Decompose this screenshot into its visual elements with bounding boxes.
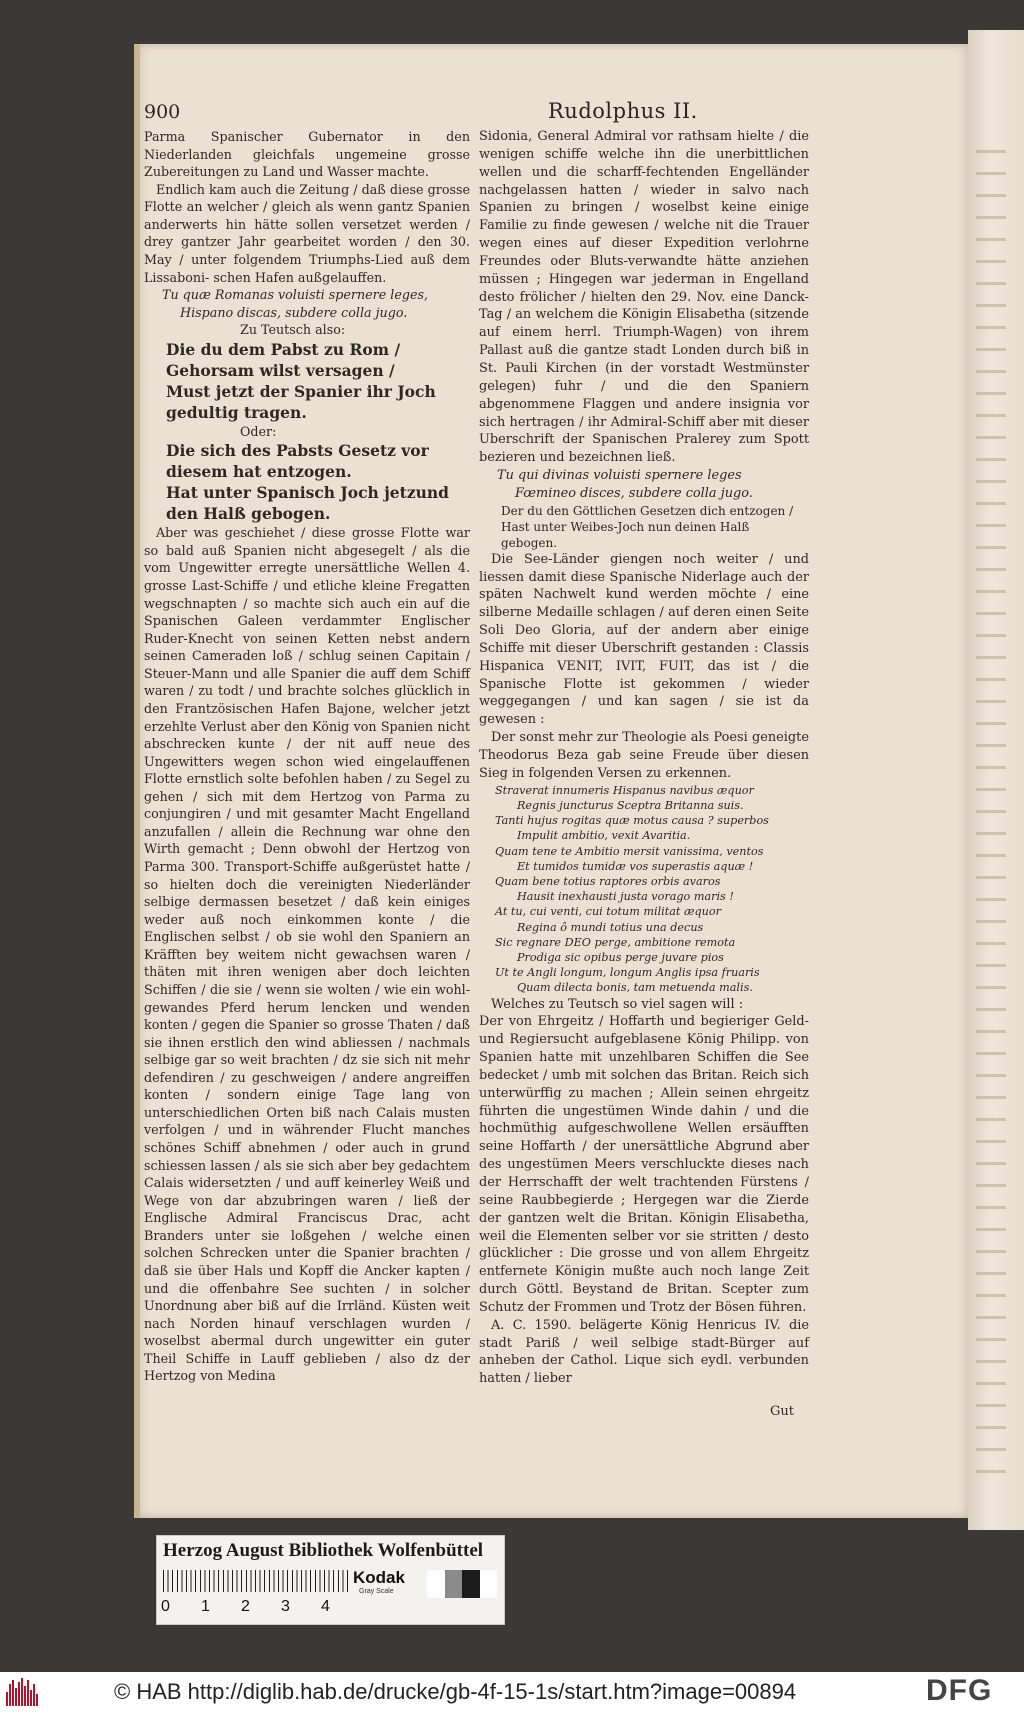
ghost-text-line <box>976 832 1006 835</box>
ghost-text-line <box>976 678 1006 681</box>
source-url-link[interactable]: © HAB http://diglib.hab.de/drucke/gb-4f-15-1s/start.htm?image=00894 <box>114 1679 797 1704</box>
page-edge <box>134 44 140 1518</box>
ghost-text-line <box>976 1448 1006 1451</box>
poem-line: Sic regnare DEO perge, ambitione remota <box>495 935 736 949</box>
big-line: Die sich des Pabsts Gesetz vor diesem hat entzogen. <box>166 441 429 482</box>
gray-blocks <box>427 1570 497 1598</box>
ghost-text-line <box>976 238 1006 241</box>
ghost-text-line <box>976 370 1006 373</box>
ghost-text-line <box>976 194 1006 197</box>
ghost-text-line <box>976 458 1006 461</box>
small-line: Hast unter Weibes-Joch nun deinen Halß gebogen. <box>501 519 750 550</box>
ghost-text-line <box>976 964 1006 967</box>
ghost-text-line <box>976 1360 1006 1363</box>
scale-number: 2 <box>241 1598 250 1615</box>
poem-line: At tu, cui venti, cui totum militat æquor <box>495 905 721 919</box>
latin-poem <box>479 783 809 996</box>
poem-line: Tanti hujus rogitas quæ motus causa ? superbos <box>495 814 769 828</box>
scale-number: 1 <box>201 1598 210 1615</box>
ghost-text-line <box>976 876 1006 879</box>
ghost-text-line <box>976 326 1006 329</box>
ghost-text-line <box>976 920 1006 923</box>
ghost-text-line <box>976 1118 1006 1121</box>
ghost-text-line <box>976 436 1006 439</box>
paragraph: Parma Spanischer Gubernator in den Niederlanden gleichfals ungemeine grosse Zubereitungen zu Land und Wasser machte. <box>144 129 470 180</box>
ghost-text-line <box>976 810 1006 813</box>
big-line: Die du dem Pabst zu Rom / Gehorsam wilst versagen / <box>166 339 401 380</box>
paragraph: Aber was geschiehet / diese grosse Flotte war so bald auß Spanien nicht abgesegelt / als die vom Ungewitter erregte unersättliche Wellen 4. grosse Last-Schiffe / und etliche kleine Fregatten wegschnapten / so machte sich auch ein auf die Spanischen Galeen verdammter Englischer Ruder-Knecht von seinen Ketten nebst andern seinen Cameraden loß / schlug seinen Capitain / Steuer-Mann und alle Spanier die auff dem Schiff waren / zu todt / und brachte solches glücklich in den Frantzösischen Hafen Bajone, welcher jetzt erzehlte Verlust aber den König von Spanien nicht abschrecken kunte / der nit auff neue des Ungewitters wegen schon wied eingelauffenen Flotte ernstlich solte befohlen haben / zu Segel zu gehen / sich mit dem Hertzog von Parma zu conjungiren / und mit gesamter Macht Engelland anzufallen / allein die Rechnung war ohne den Wirth gemacht ; Denn obwohl der Hertzog von Parma 300. Transport-Schiffe außgerüstet hatte / so hielten doch die vereinigten Niederländer selbige dermassen besetzet / daß kein einiges weder auß noch einkommen konte / die Englischen selbst / ob sie wohl den Spaniern an Kräfften bey weitem nicht gewachsen waren / thäten mit ihren wenigen aber doch leichten Schiffen / die sie / wenn sie wolten / wie ein wohl-gewandes Pferd herum lencken und wenden konten / gegen die Spanier so grosse Thaten / daß sie ihnen erstlich den wind abliessen / nachmals selbige gar so weit brachten / dz sie sich nit mehr defendiren / zu geschweigen / andere angreiffen konten / sondern einige Tage lang von unterschiedlichen Orten biß nach Calais musten verfolgen / und in währender Flucht manches schönes Schiff abnehmen / oder auch in grund schiessen lassen / als sie sich aber bey gedachtem Calais widersetzten / und auff keinerley Weiß und Wege von dar abzubringen waren / ließ der Englische Admiral Franciscus Drac, acht Branders unter sie loßgehen / welche einen solchen Schrecken unter die Spanier brachten / daß sie über Hals und Kopff die Ancker kapten / und die offenbahre See suchten / in solcher Unordnung aber biß auf die Irrländ. Küsten weit nach Norden hinauf verschlagen wurden / woselbst abermal durch ungewitter ein guter Theil Schiffe in Lauff geblieben / also dz der Hertzog von Medina <box>144 525 470 1384</box>
ghost-text-line <box>976 568 1006 571</box>
ghost-text-line <box>976 898 1006 901</box>
poem-line: Regina ô mundi totius una decus <box>517 920 704 934</box>
kodak-brand: Kodak <box>353 1568 405 1587</box>
ghost-text-line <box>976 590 1006 593</box>
library-name: Herzog August Bibliothek Wolfenbüttel <box>163 1540 484 1561</box>
ghost-text-line <box>976 1096 1006 1099</box>
scale-number: 3 <box>281 1598 290 1615</box>
running-head <box>0 99 1024 125</box>
ghost-text-line <box>976 1404 1006 1407</box>
poem-line: Regnis juncturus Sceptra Britanna suis. <box>517 798 744 812</box>
poem-line: Ut te Angli longum, longum Anglis ipsa fruaris <box>495 966 760 980</box>
ghost-text-line <box>976 1008 1006 1011</box>
ghost-text-line <box>976 348 1006 351</box>
poem-line: Quam bene totius raptores orbis avaros <box>495 874 721 888</box>
paragraph: Welches zu Teutsch so viel sagen will : <box>491 996 744 1012</box>
ghost-text-line <box>976 634 1006 637</box>
page-number: 900 <box>144 101 181 123</box>
ghost-text-line <box>976 414 1006 417</box>
heading-line: Oder: <box>240 423 277 439</box>
ghost-text-line <box>976 656 1006 659</box>
ghost-text-line <box>976 1338 1006 1341</box>
right-text-column <box>479 128 809 1388</box>
ghost-text-line <box>976 480 1006 483</box>
ghost-text-line <box>976 986 1006 989</box>
ghost-text-line <box>976 1184 1006 1187</box>
left-text-column <box>144 128 470 1385</box>
catchword: Gut <box>770 1404 794 1419</box>
paragraph: Der von Ehrgeitz / Hoffarth und begieriger Geld- und Regiersucht aufgeblasene König Philipp. von Spanien hatte mit unzehlbaren Schiffen die See bedecket / umb mit solchen das Britan. Reich sich unterwürffig zu machen ; Allein seinen ehrgeitz führten die ungestümen Winde dahin / und die hochmüthig aufgeschwollene Wellen ersäufften seine Hoffarth / der unersättliche Abgrund aber des ungestümen Meers verschluckte dieses nach der Herrschafft der welt trachtenden Fürstens / seine Raubbegierde ; Hergegen war die Zierde der gantzen welt die Britan. Königin Elisabetha, weil die Elementen selber vor sie stritten / desto glücklicher : Die grosse und von allem Ehrgeitz entfernete Königin mußte auch noch lange Zeit durch Göttl. Beystand de Britan. Scepter zum Schutz der Frommen und Trotz der Bösen führen. <box>479 1014 809 1315</box>
running-title: Rudolphus II. <box>548 99 698 123</box>
ghost-text-line <box>976 1316 1006 1319</box>
ghost-text-line <box>976 524 1006 527</box>
ghost-text-line <box>976 150 1006 153</box>
paragraph: Die See-Länder giengen noch weiter / und liessen damit diese Spanische Niderlage auch der späten Nachwelt kund werden möchte / eine silberne Medaille schlagen / auf deren einen Seite Soli Deo Gloria, auf der andern aber einige Schiffe mit dieser Uberschrift gestanden : Classis Hispanica VENIT, IVIT, FUIT, das ist / die Spanische Flotte ist gekommen / wieder weggegangen / und kan sagen / sie ist da gewesen : <box>479 551 809 728</box>
ghost-text-line <box>976 216 1006 219</box>
paragraph: Endlich kam auch die Zeitung / daß diese grosse Flotte an welcher / gleich als wenn gantz Spanien anderwerts hin hätte sollen versetzet werden / drey gantzer Jahr gearbeitet worden / den 30. May / unter folgendem Triumphs-Lied auß dem Lissaboni- schen Hafen außgelauffen. <box>144 181 470 285</box>
ghost-text-line <box>976 1140 1006 1143</box>
ghost-text-line <box>976 502 1006 505</box>
ghost-text-line <box>976 1030 1006 1033</box>
colour-scale-card <box>156 1535 505 1625</box>
adjacent-page-strip <box>968 30 1024 1530</box>
poem-line: Prodiga sic opibus perge juvare pios <box>517 950 724 964</box>
ghost-text-line <box>976 1228 1006 1231</box>
ghost-text-line <box>976 1074 1006 1077</box>
ghost-text-line <box>976 788 1006 791</box>
hab-logo-icon <box>6 1678 48 1706</box>
scale-number: 4 <box>321 1598 330 1615</box>
small-line: Der du den Göttlichen Gesetzen dich entzogen / <box>501 503 794 518</box>
ghost-text-line <box>976 854 1006 857</box>
ghost-text-line <box>976 1206 1006 1209</box>
ghost-text-line <box>976 172 1006 175</box>
scale-number: 0 <box>161 1598 170 1615</box>
ghost-text-line <box>976 700 1006 703</box>
ghost-text-line <box>976 546 1006 549</box>
verse2-line: Hispano discas, subdere colla jugo. <box>180 304 408 320</box>
poem-line: Quam dilecta bonis, tam metuenda malis. <box>517 981 753 995</box>
ghost-text-line <box>976 766 1006 769</box>
ghost-text-line <box>976 282 1006 285</box>
ghost-text-line <box>976 1470 1006 1473</box>
ghost-text-line <box>976 1294 1006 1297</box>
scale-ruler <box>163 1570 351 1592</box>
poem-line: Quam tene te Ambitio mersit vanissima, ventos <box>495 844 764 858</box>
dfg-logo: DFG <box>926 1674 993 1707</box>
ghost-text-line <box>976 1052 1006 1055</box>
ghost-text-line <box>976 1250 1006 1253</box>
ghost-text-line <box>976 942 1006 945</box>
ghost-text-line <box>976 722 1006 725</box>
big-line: Must jetzt der Spanier ihr Joch gedultig tragen. <box>166 381 436 422</box>
poem-line: Et tumidos tumidæ vos superastis aquæ ! <box>517 859 754 873</box>
paragraph: Der sonst mehr zur Theologie als Poesi geneigte Theodorus Beza gab seine Freude über diesen Sieg in folgenden Versen zu erkennen. <box>479 730 809 781</box>
ghost-text-line <box>976 392 1006 395</box>
ghost-text-line <box>976 1162 1006 1165</box>
verse-line: Tu quæ Romanas voluisti spernere leges, <box>162 287 429 303</box>
ghost-text-line <box>976 260 1006 263</box>
ghost-text-line <box>976 612 1006 615</box>
paragraph: A. C. 1590. belägerte König Henricus IV. die stadt Pariß / weil selbige stadt-Bürger auf anheben der Cathol. Lique sich eydl. verbunden hatten / lieber <box>479 1317 809 1387</box>
scale-numbers <box>161 1598 361 1616</box>
poem-line: Impulit ambitio, vexit Avaritia. <box>517 829 691 843</box>
ghost-text-line <box>976 304 1006 307</box>
footer-bar <box>0 1672 1024 1713</box>
ghost-text-line <box>976 744 1006 747</box>
verse-line: Tu qui divinas voluisti spernere leges <box>497 468 742 484</box>
ghost-text-line <box>976 1382 1006 1385</box>
poem-line: Hausit inexhausti justa vorago maris ! <box>517 890 734 904</box>
paragraph: Sidonia, General Admiral vor rathsam hielte / die wenigen schiffe welche ihn die unerbittlichen wellen und die scharff-fechtenden Engelländer nachgelassen hatten / wieder in salvo nach Spanien zu bringen / woselbst keine einige Familie zu finde gewesen / welche nit die Trauer wegen eines auf dieser Expedition verlohrne Freundes oder Bluts-verwandte hätte anziehen müssen ; Hingegen war jederman in Engelland desto frölicher / hielten den 29. Nov. eine Danck-Tag / an welchem die Königin Elisabetha (sitzende auf einem herrl. Triumph-Wagen) von ihrem Pallast auß die gantze stadt Londen durch biß in St. Pauli Kirchen (in der vorstadt Westmünster gelegen) fuhr / und die den Spaniern abgenommene Flaggen und andere insignia vor sich hertragen / ihr Admiral-Schiff aber mit dieser Uberschrift der Spanischen Pralerey zum Spott bezieren und bezeichnen ließ. <box>479 129 809 466</box>
ghost-text-line <box>976 1426 1006 1429</box>
gray-scale-label: Gray Scale <box>359 1588 394 1595</box>
big-line: Hat unter Spanisch Joch jetzund den Halß gebogen. <box>166 483 450 524</box>
poem-line: Straverat innumeris Hispanus navibus æquor <box>495 783 754 797</box>
verse2-line: Fœmineo disces, subdere colla jugo. <box>515 485 753 501</box>
ghost-text-line <box>976 1272 1006 1275</box>
heading-line: Zu Teutsch also: <box>240 322 346 338</box>
